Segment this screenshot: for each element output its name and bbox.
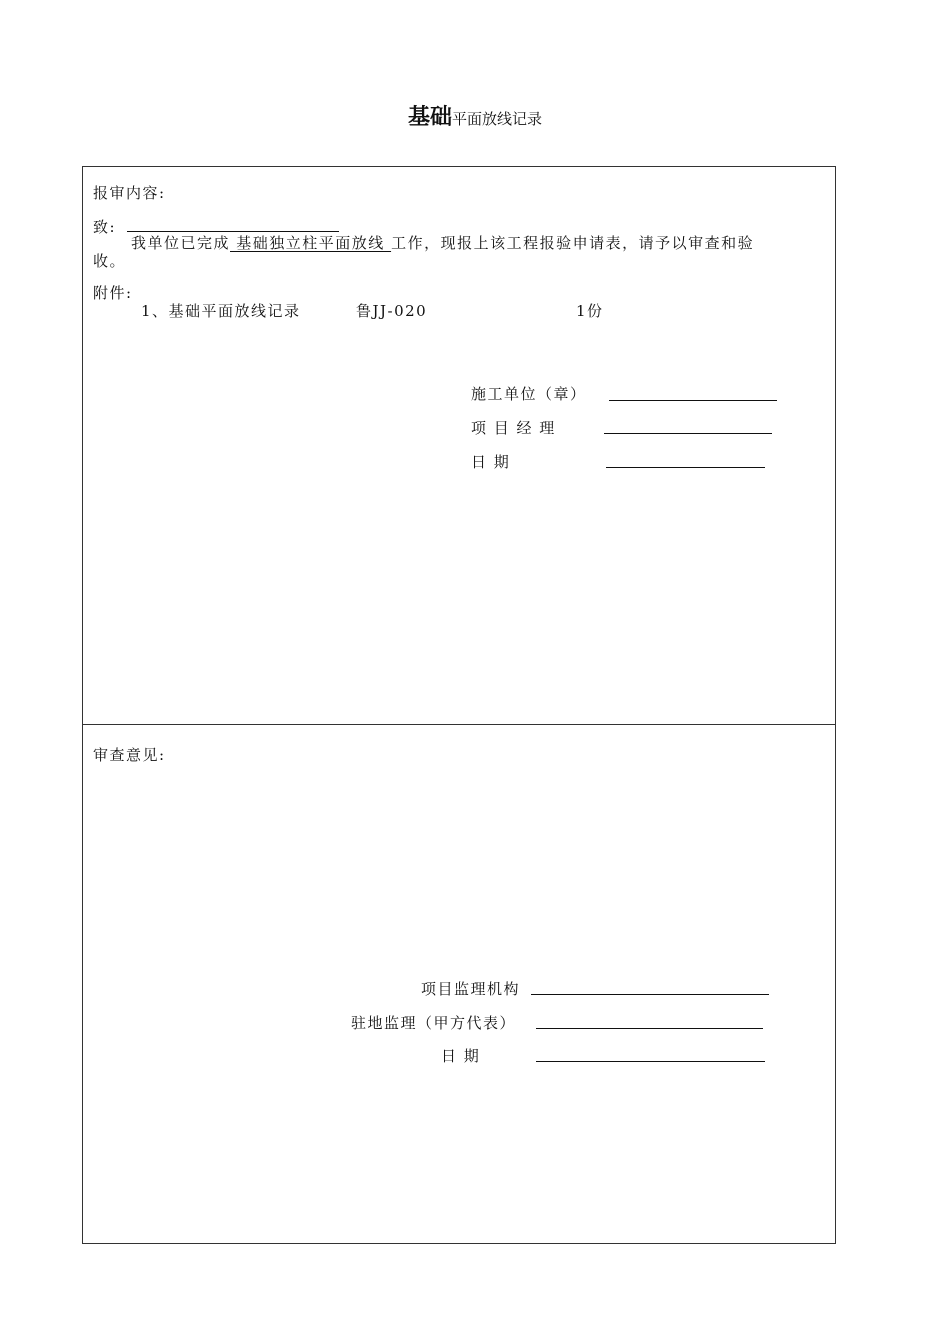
review-date-line[interactable] xyxy=(536,1061,765,1062)
title-sub: 平面放线记录 xyxy=(452,110,543,128)
statement-post: 工作，现报上该工程报验申请表，请予以审查和验 xyxy=(391,234,755,252)
statement-line xyxy=(131,232,754,253)
to-label: 致: xyxy=(93,218,117,236)
project-manager-label: 项 目 经 理 xyxy=(471,419,556,437)
supervision-agency-line[interactable] xyxy=(531,994,769,995)
attachment-item: 1、基础平面放线记录 xyxy=(141,302,301,320)
report-content-label: 报审内容: xyxy=(93,184,166,202)
supervision-agency-label: 项目监理机构 xyxy=(421,980,521,998)
form-frame xyxy=(82,166,836,1244)
section-divider xyxy=(83,724,835,725)
construction-unit-label: 施工单位（章） xyxy=(471,385,587,403)
construction-unit-line[interactable] xyxy=(609,400,777,401)
attachment-code: 鲁JJ-020 xyxy=(356,302,428,320)
report-date-label: 日 期 xyxy=(471,453,511,471)
statement-pre: 我单位已完成 xyxy=(131,234,231,252)
report-date-line[interactable] xyxy=(606,467,765,468)
resident-supervisor-line[interactable] xyxy=(536,1028,763,1029)
attachment-label: 附件: xyxy=(93,284,133,302)
document-title xyxy=(0,100,950,131)
statement-item: 基础独立柱平面放线 xyxy=(230,234,392,252)
title-main: 基础 xyxy=(407,105,452,130)
attachment-count: 1份 xyxy=(576,302,604,320)
review-date-label: 日 期 xyxy=(441,1047,481,1065)
statement-cont: 收。 xyxy=(93,252,127,270)
project-manager-line[interactable] xyxy=(604,433,772,434)
review-label: 审查意见: xyxy=(93,746,166,764)
resident-supervisor-label: 驻地监理（甲方代表） xyxy=(351,1014,517,1032)
